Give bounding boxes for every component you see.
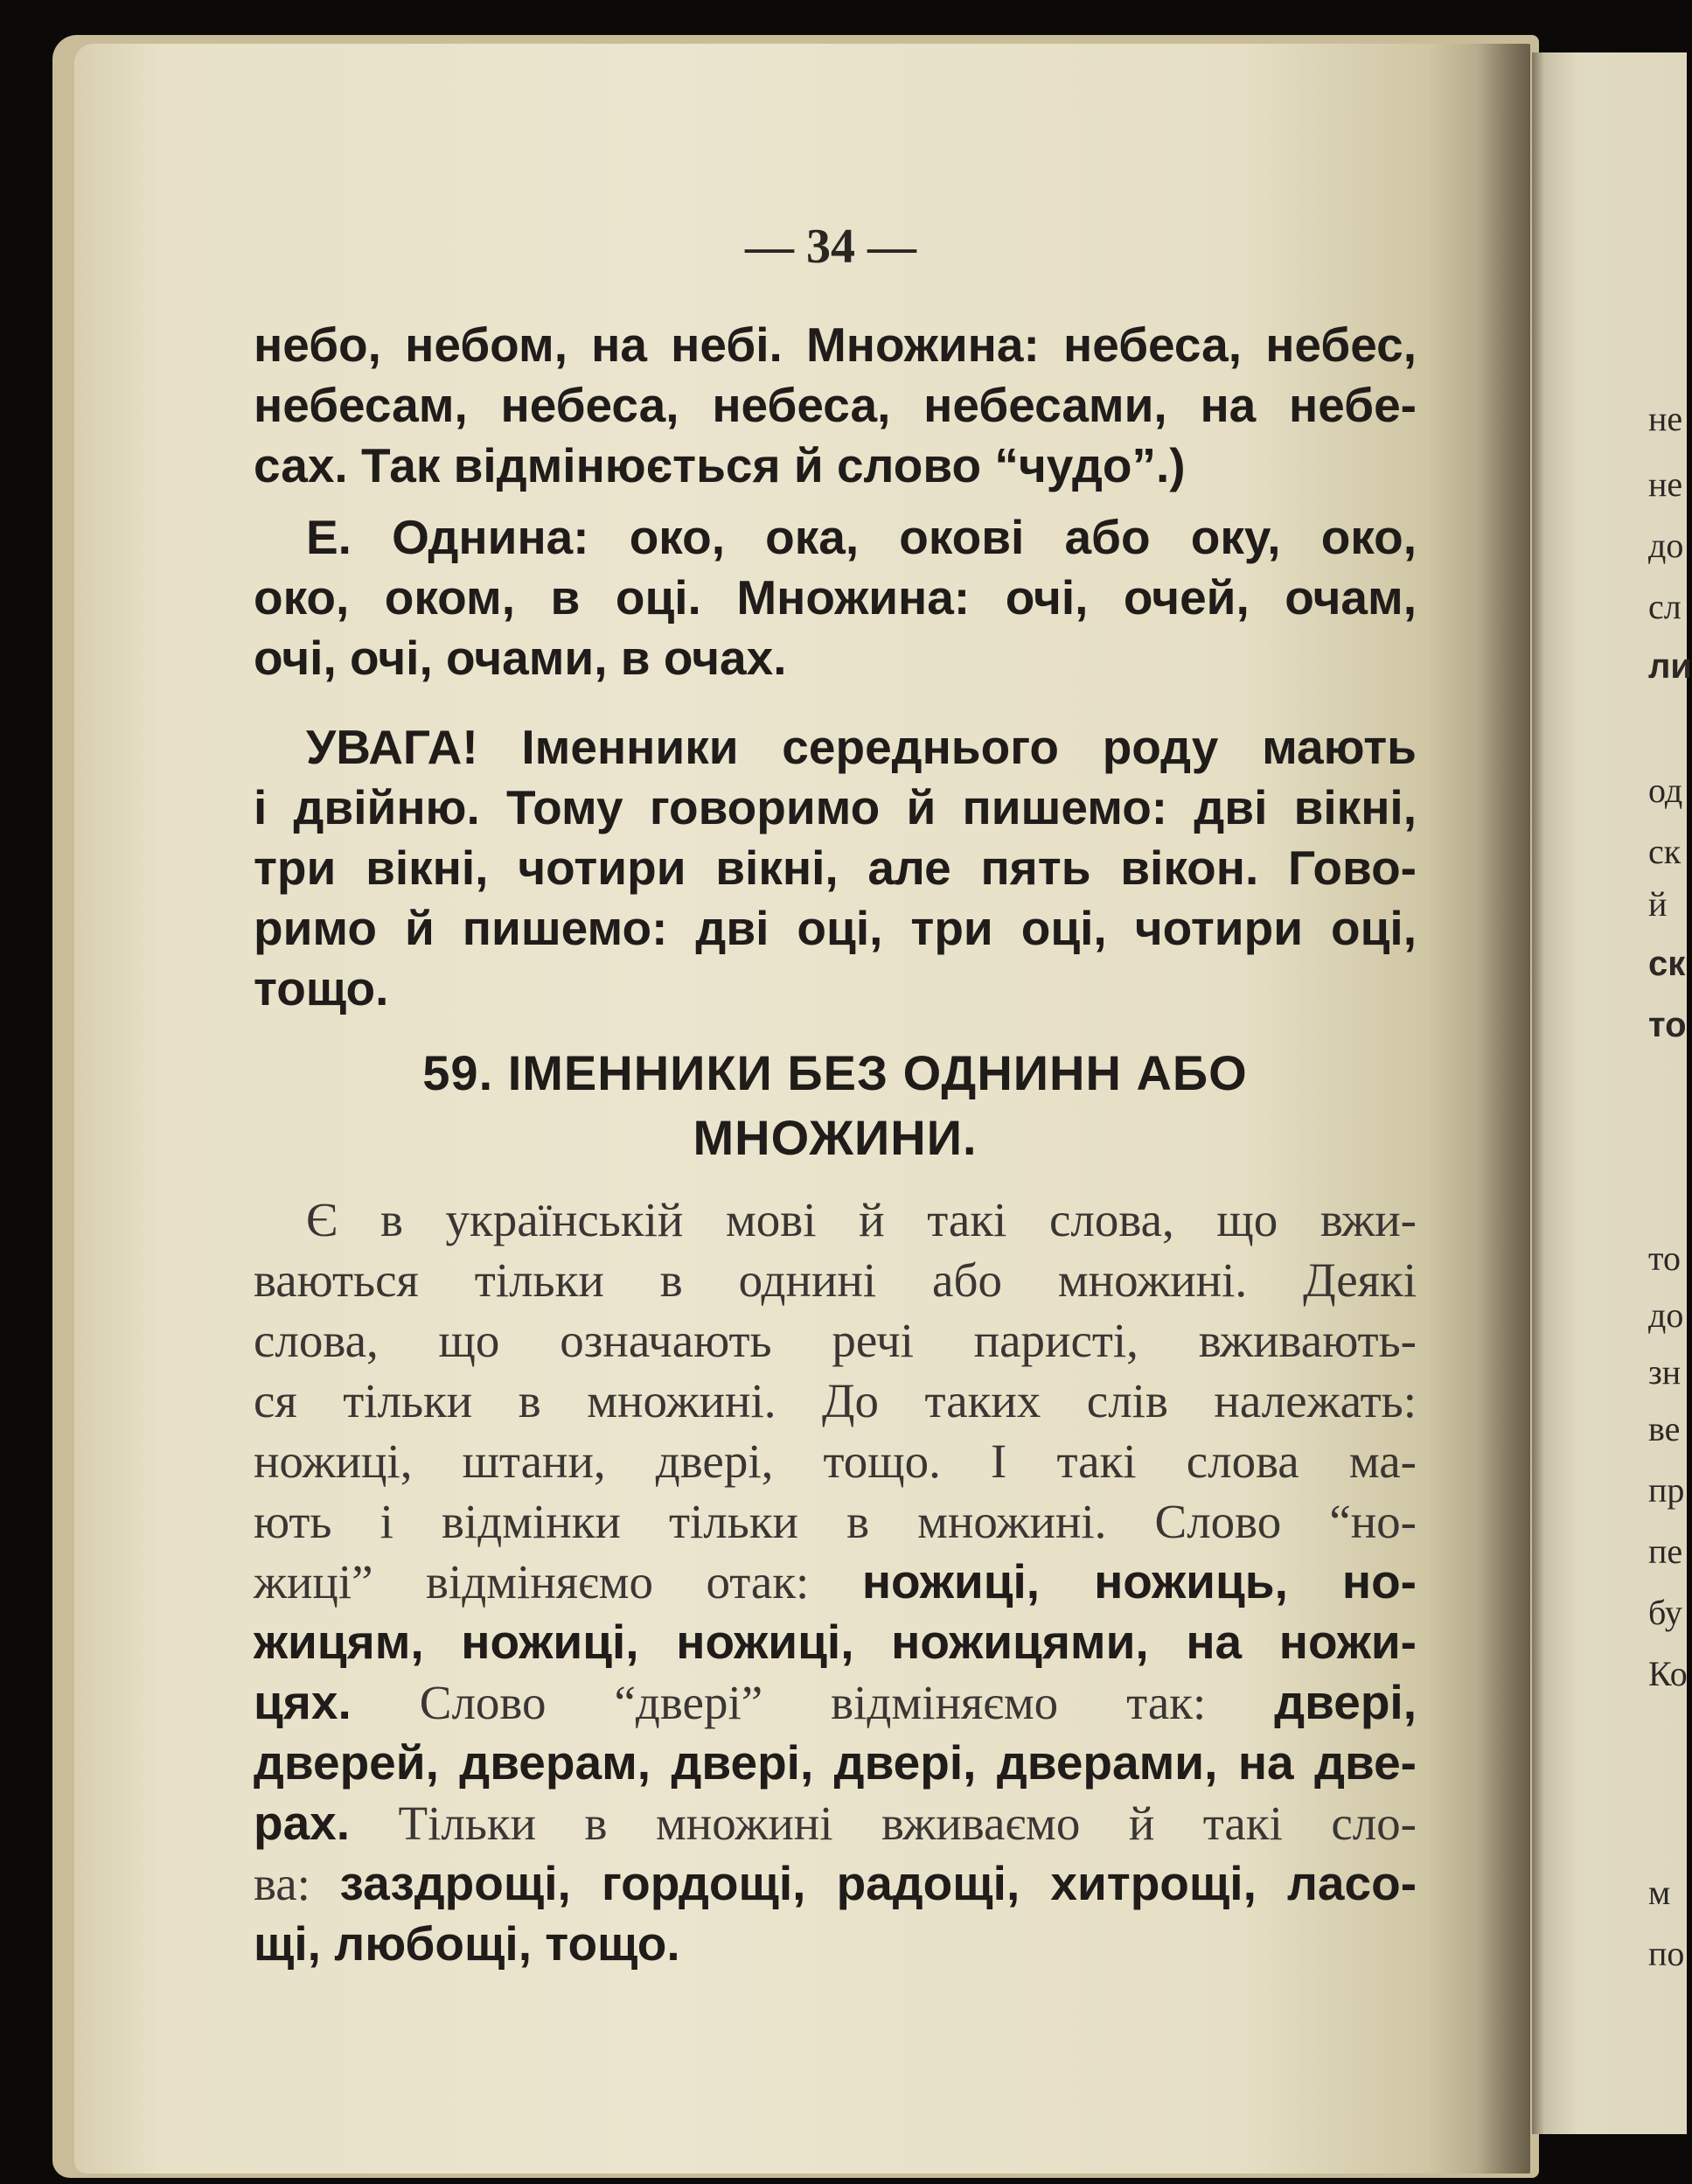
margin-fragment: по bbox=[1648, 1934, 1685, 1973]
text-line bbox=[254, 1612, 1417, 1672]
serif-segment: слова, що означають речі паристі, вживають- bbox=[254, 1314, 1417, 1367]
text-line bbox=[254, 1672, 1417, 1733]
margin-fragment: пе bbox=[1648, 1532, 1683, 1571]
text-line bbox=[254, 1431, 1417, 1491]
serif-segment: ся тільки в множині. До таких слів належать: bbox=[254, 1374, 1417, 1427]
margin-fragment: не bbox=[1648, 464, 1683, 504]
bold-segment: дверей, дверам, двері, двері, дверами, на две- bbox=[254, 1735, 1417, 1790]
text-line bbox=[254, 1371, 1417, 1431]
paragraph-e bbox=[254, 507, 1417, 688]
margin-fragment: ли bbox=[1648, 647, 1692, 686]
margin-fragment: од bbox=[1648, 771, 1683, 810]
text-line bbox=[254, 1491, 1417, 1552]
serif-segment: ножиці, штани, двері, тощо. І такі слова ма- bbox=[254, 1434, 1417, 1488]
text-line bbox=[254, 1793, 1417, 1853]
text-line bbox=[254, 1310, 1417, 1371]
bold-segment: заздрощі, гордощі, радощі, хитрощі, ласо- bbox=[339, 1856, 1417, 1910]
text-line: очі, очі, очами, в очах. bbox=[254, 631, 787, 685]
bold-segment: ножиці, ножиць, но- bbox=[861, 1554, 1417, 1608]
margin-fragment: не bbox=[1648, 399, 1683, 438]
serif-segment: ва: bbox=[254, 1857, 340, 1910]
margin-fragment: й bbox=[1648, 884, 1668, 924]
serif-segment: Слово “двері” відміняємо так: bbox=[351, 1676, 1275, 1729]
margin-fragment: бу bbox=[1648, 1593, 1682, 1632]
bold-segment: щі, любощі, тощо. bbox=[254, 1916, 680, 1971]
bold-segment: жицям, ножиці, ножиці, ножицями, на ножи- bbox=[254, 1615, 1417, 1669]
text-line: небо, небом, на небі. Множина: небеса, небес, bbox=[254, 317, 1417, 372]
margin-fragment: то bbox=[1648, 1006, 1687, 1044]
text-line: тощо. bbox=[254, 961, 389, 1015]
bold-segment: цях. bbox=[254, 1675, 352, 1729]
margin-fragment: зн bbox=[1648, 1352, 1682, 1392]
next-page-fragments bbox=[1648, 0, 1692, 2184]
text-line: сах. Так відмінюється й слово “чудо”.) bbox=[254, 438, 1186, 492]
note-paragraph bbox=[254, 717, 1417, 1019]
text-line: око, оком, в оці. Множина: очі, очей, очам, bbox=[254, 570, 1417, 624]
text-line bbox=[254, 1552, 1417, 1612]
paragraph-continuation bbox=[254, 315, 1417, 496]
body-paragraph bbox=[254, 1190, 1417, 1974]
margin-fragment: ве bbox=[1648, 1409, 1681, 1448]
serif-segment: Тільки в множині вживаємо й такі сло- bbox=[350, 1797, 1417, 1850]
heading-line: МНОЖИНИ. bbox=[693, 1110, 978, 1165]
text-line: небесам, небеса, небеса, небесами, на небе- bbox=[254, 378, 1417, 432]
margin-fragment: сл bbox=[1648, 587, 1682, 626]
text-line: три вікні, чотири вікні, але пять вікон. Гово- bbox=[254, 841, 1417, 895]
text-line bbox=[254, 1190, 1417, 1250]
heading-line: 59. ІМЕННИКИ БЕЗ ОДНИНН АБО bbox=[422, 1045, 1248, 1100]
text-line: УВАГА! Іменники середнього роду мають bbox=[306, 720, 1417, 774]
serif-segment: Є в українській мові й такі слова, що вжи- bbox=[306, 1193, 1417, 1246]
text-line: Е. Однина: око, ока, окові або оку, око, bbox=[306, 510, 1417, 564]
text-line bbox=[254, 1733, 1417, 1793]
bold-segment: двері, bbox=[1274, 1675, 1417, 1729]
page-number: — 34 — bbox=[745, 220, 916, 274]
bold-segment: рах. bbox=[254, 1796, 351, 1850]
margin-fragment: ск bbox=[1648, 832, 1682, 871]
margin-fragment: до bbox=[1648, 1295, 1684, 1335]
serif-segment: жиці” відміняємо отак: bbox=[254, 1555, 862, 1608]
section-heading bbox=[254, 1041, 1417, 1170]
serif-segment: ваються тільки в однині або множині. Деякі bbox=[254, 1253, 1417, 1307]
serif-segment: ють і відмінки тільки в множині. Слово “но- bbox=[254, 1495, 1417, 1548]
margin-fragment: ск bbox=[1648, 945, 1686, 983]
margin-fragment: то bbox=[1648, 1239, 1681, 1278]
margin-fragment: Ко bbox=[1648, 1654, 1688, 1693]
spine-shadow bbox=[1478, 44, 1530, 2174]
margin-fragment: до bbox=[1648, 526, 1684, 565]
text-line bbox=[254, 1250, 1417, 1310]
margin-fragment: пр bbox=[1648, 1470, 1685, 1510]
text-line bbox=[254, 1853, 1417, 1914]
text-line: і двійню. Тому говоримо й пишемо: дві вікні, bbox=[254, 780, 1417, 834]
text-line: римо й пишемо: дві оці, три оці, чотири оці, bbox=[254, 901, 1417, 955]
margin-fragment: м bbox=[1648, 1873, 1671, 1912]
text-line bbox=[254, 1914, 1417, 1974]
